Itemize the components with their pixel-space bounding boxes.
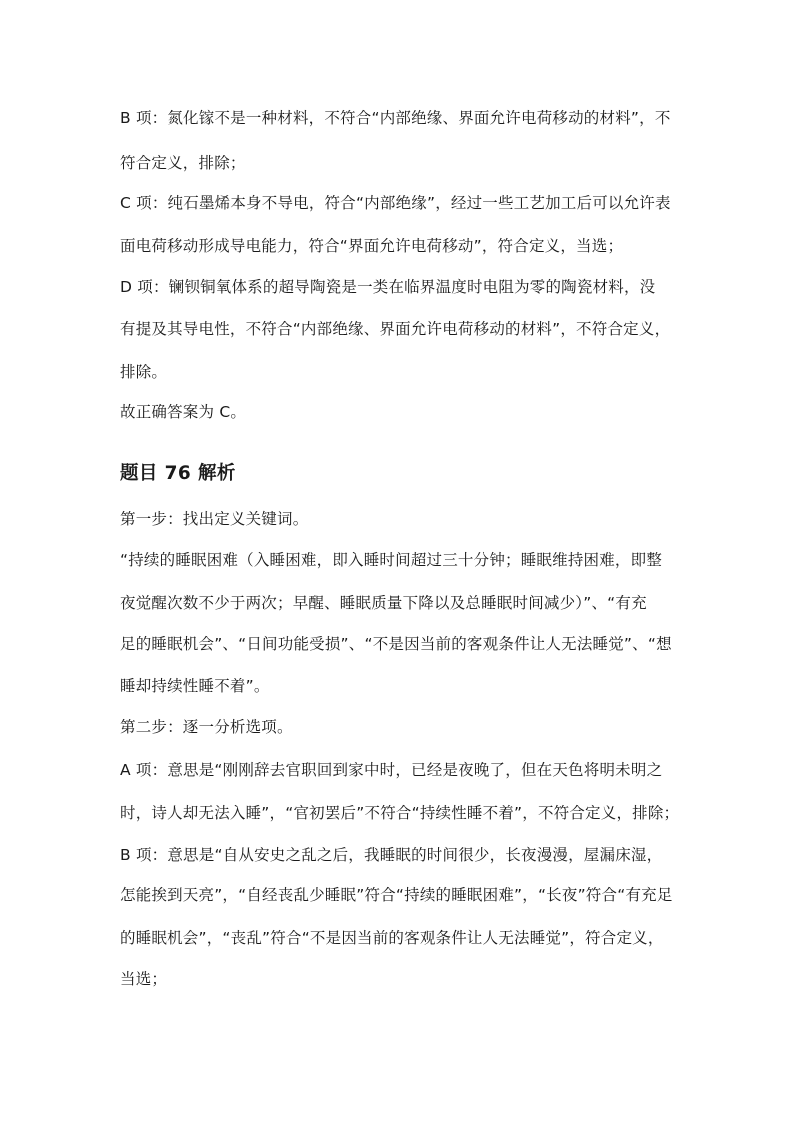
paragraph-line: 故正确答案为 C。 (120, 403, 247, 421)
paragraph-line: 第二步：逐一分析选项。 (120, 718, 293, 736)
paragraph-line: 时，诗人却无法入睡”，“官初罢后”不符合“持续性睡不着”，不符合定义，排除； (120, 804, 680, 822)
paragraph-line: 符合定义，排除； (120, 154, 246, 172)
section-heading: 题目 76 解析 (120, 463, 236, 484)
paragraph-line: 排除。 (120, 363, 168, 381)
paragraph-line: A 项：意思是“刚刚辞去官职回到家中时，已经是夜晚了，但在天色将明未明之 (120, 761, 663, 779)
paragraph-line: 当选； (120, 970, 168, 988)
paragraph-line: B 项：氮化镓不是一种材料，不符合“内部绝缘、界面允许电荷移动的材料”，不 (120, 109, 671, 127)
paragraph-line: 有提及其导电性，不符合“内部绝缘、界面允许电荷移动的材料”，不符合定义， (120, 320, 671, 338)
paragraph-line: 第一步：找出定义关键词。 (120, 510, 309, 528)
paragraph-line: B 项：意思是“自从安史之乱之后，我睡眠的时间很少，长夜漫漫，屋漏床湿， (120, 846, 663, 864)
paragraph-line: 足的睡眠机会”、“日间功能受损”、“不是因当前的客观条件让人无法睡觉”、“想 (120, 635, 672, 653)
paragraph-line: 夜觉醒次数不少于两次；早醒、睡眠质量下降以及总睡眠时间减少）”、“有充 (120, 594, 647, 612)
paragraph-line: 怎能挨到天亮”，“自经丧乱少睡眠”符合“持续的睡眠困难”，“长夜”符合“有充足 (120, 886, 673, 904)
paragraph-line: “持续的睡眠困难（入睡困难，即入睡时间超过三十分钟；睡眠维持困难，即整 (120, 551, 663, 569)
paragraph-line: D 项：镧钡铜氧体系的超导陶瓷是一类在临界温度时电阻为零的陶瓷材料，没 (120, 278, 656, 296)
paragraph-line: C 项：纯石墨烯本身不导电，符合“内部绝缘”，经过一些工艺加工后可以允许表 (120, 194, 671, 212)
paragraph-line: 面电荷移动形成导电能力，符合“界面允许电荷移动”，符合定义，当选； (120, 237, 624, 255)
paragraph-line: 睡却持续性睡不着”。 (120, 677, 270, 695)
paragraph-line: 的睡眠机会”，“丧乱”符合“不是因当前的客观条件让人无法睡觉”，符合定义， (120, 929, 664, 947)
